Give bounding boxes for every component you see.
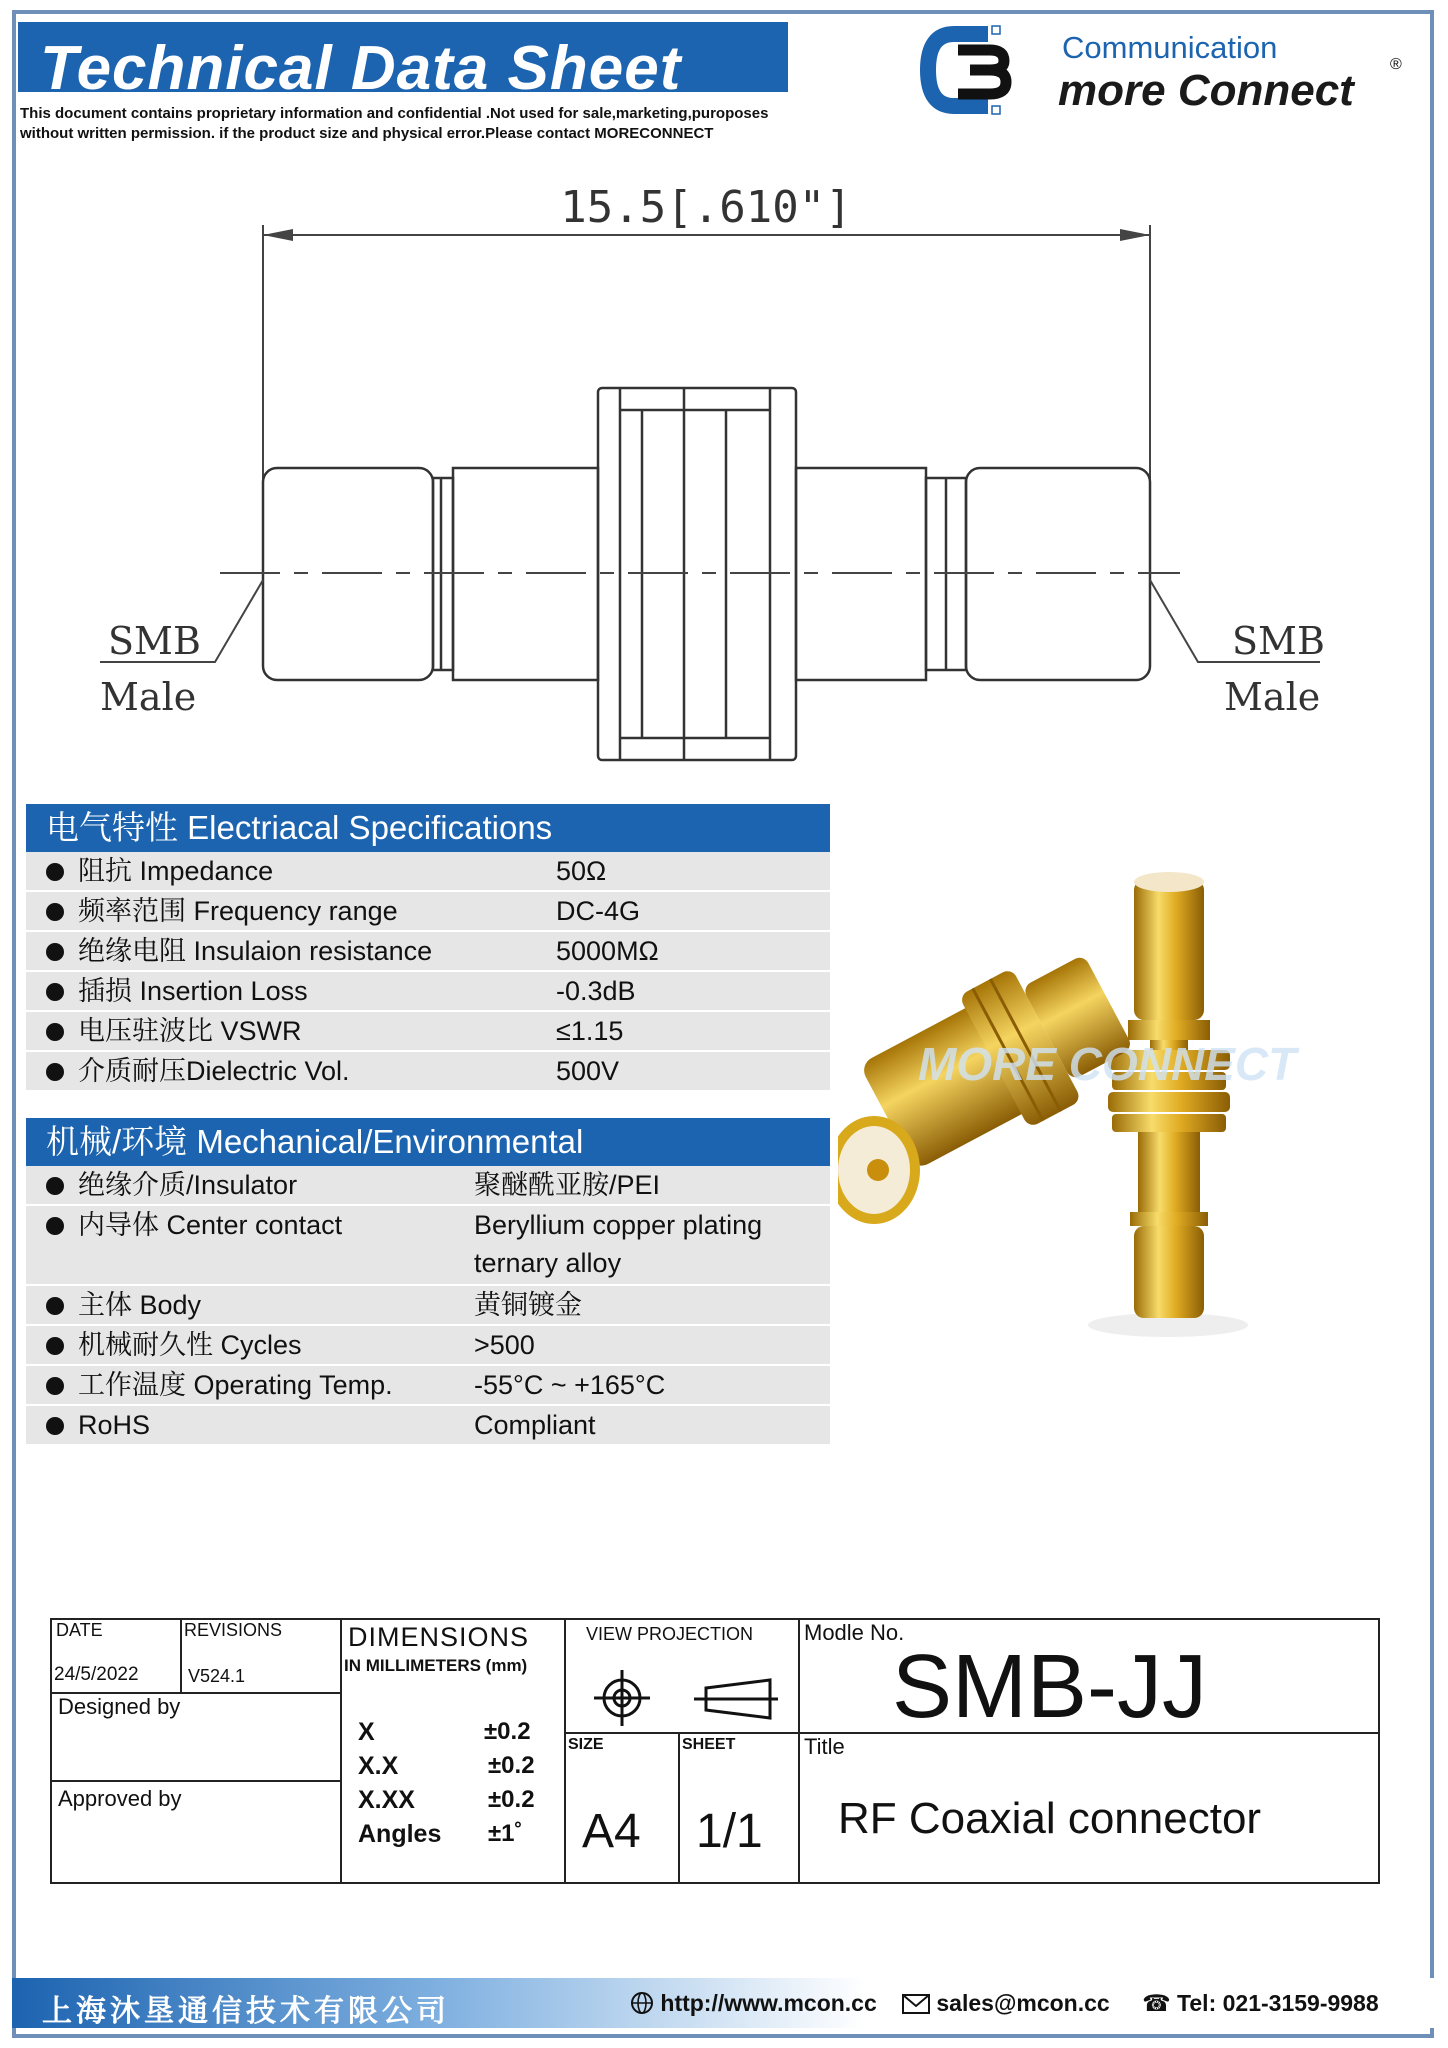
overall-dimension: 15.5[.610"] [560, 182, 852, 233]
email-link[interactable]: sales@mcon.cc [936, 1990, 1110, 2016]
spec-row [26, 1326, 830, 1366]
photo-watermark: MORE CONNECT [918, 1038, 1297, 1090]
footer-bar [12, 1978, 1434, 2028]
bullet-icon [46, 903, 64, 921]
disclaimer [20, 104, 840, 144]
model-number: SMB-JJ [892, 1637, 1207, 1737]
spec-value: Compliant [474, 1410, 596, 1440]
tolerance-value: ±0.2 [488, 1752, 535, 1779]
model-label: Modle No. [804, 1620, 905, 1645]
bullet-icon [46, 1417, 64, 1435]
globe-icon [630, 1991, 654, 2015]
spec-label: 工作温度 Operating Temp. [78, 1370, 393, 1400]
right-label-type: SMB [1232, 619, 1325, 663]
tolerance-value: ±0.2 [484, 1718, 531, 1745]
bullet-icon [46, 1217, 64, 1235]
tolerance-value: ±1˚ [488, 1820, 523, 1847]
spec-label: 频率范围 Frequency range [78, 896, 398, 926]
dimension-arrow-left-icon [263, 229, 293, 241]
size-label: SIZE [568, 1736, 604, 1753]
bullet-icon [46, 1337, 64, 1355]
tolerance-key: X.X [358, 1752, 399, 1780]
tolerance-key: X [358, 1718, 375, 1746]
spec-label: 介质耐压Dielectric Vol. [78, 1056, 350, 1086]
spec-label: 绝缘介质/Insulator [78, 1170, 298, 1200]
spec-value-line-1: Beryllium copper plating [474, 1210, 763, 1240]
product-photo [838, 820, 1410, 1380]
spec-value: -55°C ~ +165°C [474, 1370, 666, 1400]
revisions-label: REVISIONS [184, 1620, 283, 1640]
spec-row [26, 1206, 830, 1286]
date-label: DATE [56, 1620, 103, 1640]
spec-row [26, 1166, 830, 1206]
spec-row [26, 1366, 830, 1406]
approved-by-label: Approved by [58, 1786, 182, 1811]
connector-drawing [80, 170, 1370, 790]
brand-name: more Connect [1058, 66, 1354, 115]
date-value: 24/5/2022 [54, 1664, 139, 1685]
dimensions-label: DIMENSIONS [348, 1622, 530, 1652]
tb-divider [340, 1620, 342, 1882]
website-link[interactable]: http://www.mcon.cc [660, 1990, 877, 2016]
email-item[interactable] [902, 1990, 1110, 2017]
company-name: 上海沐垦通信技术有限公司 [42, 1994, 450, 2029]
revisions-value: V524.1 [188, 1666, 246, 1686]
title-banner [18, 22, 788, 103]
bullet-icon [46, 983, 64, 1001]
mechanical-specs-panel [26, 1118, 830, 1446]
bullet-icon [46, 863, 64, 881]
registered-mark: ® [1390, 56, 1402, 73]
title-label: Title [804, 1734, 845, 1759]
spec-value: DC-4G [556, 896, 641, 926]
bullet-icon [46, 1023, 64, 1041]
dimension-arrow-right-icon [1120, 229, 1150, 241]
left-label-type: SMB [108, 619, 201, 663]
tolerance-key: X.XX [358, 1786, 415, 1814]
mechanical-specs-heading: 机械/环境 Mechanical/Environmental [26, 1118, 830, 1166]
spec-value [474, 1206, 814, 1282]
tb-divider [678, 1732, 680, 1882]
left-label-gender: Male [100, 675, 197, 719]
spec-row [26, 1052, 830, 1092]
phone-icon: ☎ [1142, 1991, 1171, 2017]
bullet-icon [46, 1063, 64, 1081]
designed-by-label: Designed by [58, 1694, 181, 1719]
size-value: A4 [582, 1805, 641, 1858]
spec-value: 黄铜镀金 [474, 1290, 582, 1320]
spec-row [26, 892, 830, 932]
spec-label: 机械耐久性 Cycles [78, 1330, 302, 1360]
spec-label: 阻抗 Impedance [78, 856, 274, 886]
phone-item [1142, 1990, 1379, 2017]
spec-value: 50Ω [556, 856, 607, 886]
spec-label: 插损 Insertion Loss [78, 976, 308, 1006]
crosshair-projection-icon [590, 1668, 654, 1728]
title-block [50, 1618, 1380, 1884]
electrical-specs-heading: 电气特性 Electriacal Specifications [26, 804, 830, 852]
spec-value: 5000MΩ [556, 936, 659, 966]
brand-logo-icon [918, 24, 1014, 116]
spec-label: RoHS [78, 1410, 151, 1440]
tb-divider [180, 1620, 182, 1692]
phone-number: Tel: 021-3159-9988 [1177, 1990, 1379, 2016]
spec-row [26, 932, 830, 972]
spec-label: 电压驻波比 VSWR [78, 1016, 302, 1046]
units-label: IN MILLIMETERS (mm) [344, 1656, 528, 1675]
bullet-icon [46, 943, 64, 961]
disclaimer-line-1: This document contains proprietary information and confidential .Not used for sale,marketing,puroposes [20, 105, 769, 122]
spec-row [26, 1286, 830, 1326]
spec-value: >500 [474, 1330, 535, 1360]
website-item[interactable] [630, 1990, 877, 2017]
frustum-projection-icon [692, 1676, 780, 1722]
spec-value: -0.3dB [556, 976, 636, 1006]
spec-value-line-2: ternary alloy [474, 1248, 622, 1278]
center-pin [867, 1159, 889, 1181]
spec-row [26, 1406, 830, 1446]
right-label-gender: Male [1224, 675, 1321, 719]
spec-label: 主体 Body [78, 1290, 202, 1320]
spec-row [26, 852, 830, 892]
bullet-icon [46, 1377, 64, 1395]
spec-row [26, 1012, 830, 1052]
spec-label: 内导体 Center contact [78, 1210, 343, 1240]
title-value: RF Coaxial connector [838, 1794, 1262, 1843]
tb-divider [798, 1620, 800, 1882]
page-title: Technical Data Sheet [40, 34, 682, 103]
spec-value: 500V [556, 1056, 620, 1086]
brand-tagline: Communication [1062, 30, 1278, 65]
tolerance-value: ±0.2 [488, 1786, 535, 1813]
spec-value: 聚醚酰亚胺/PEI [474, 1170, 661, 1200]
mail-icon [902, 1993, 930, 2015]
bullet-icon [46, 1177, 64, 1195]
disclaimer-line-2: without written permission. if the product size and physical error.Please contact MORECONNECT [20, 125, 714, 142]
spec-label: 绝缘电阻 Insulaion resistance [78, 936, 433, 966]
tb-divider [52, 1780, 340, 1782]
electrical-specs-panel [26, 804, 830, 1092]
tb-divider [564, 1620, 566, 1882]
sheet-label: SHEET [682, 1736, 736, 1753]
spec-value: ≤1.15 [556, 1016, 624, 1046]
view-projection-label: VIEW PROJECTION [586, 1624, 754, 1644]
tolerance-key: Angles [358, 1820, 442, 1848]
bullet-icon [46, 1297, 64, 1315]
sheet-value: 1/1 [696, 1805, 763, 1858]
spec-row [26, 972, 830, 1012]
